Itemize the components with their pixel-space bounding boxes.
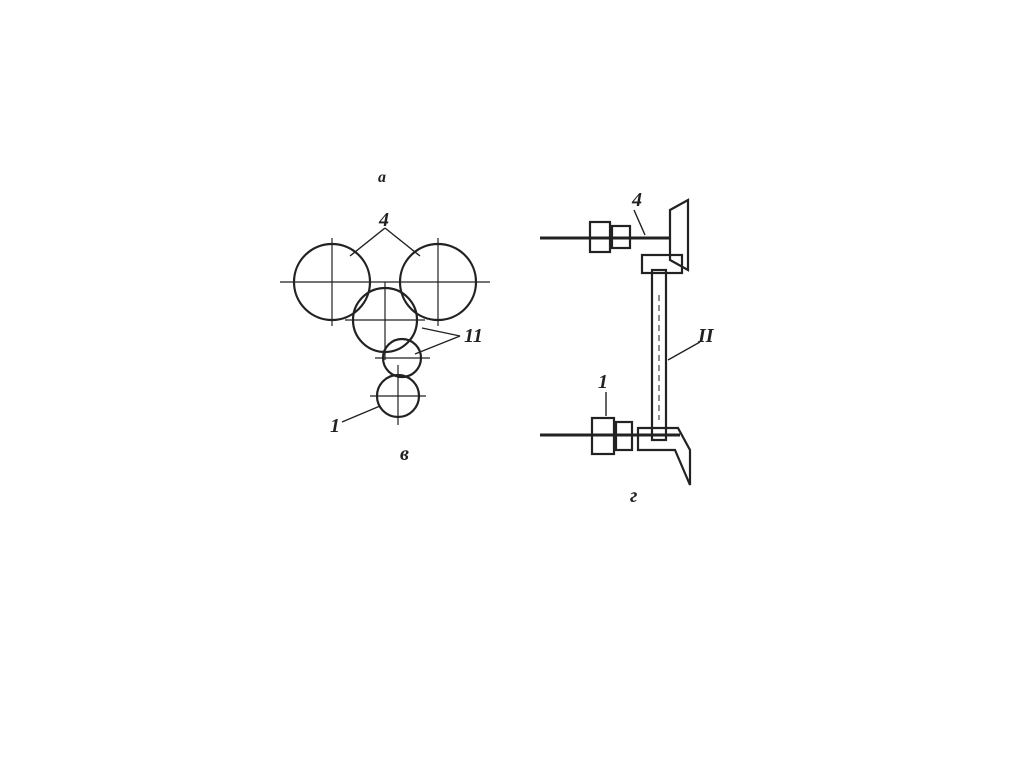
label-1-left: 1 <box>330 415 340 437</box>
camshaft-drive-figure <box>250 160 770 520</box>
label-1-right: 1 <box>598 371 608 393</box>
label-11-right: II <box>698 325 714 347</box>
bevel-gear-bottom <box>638 428 690 485</box>
label-11-left: 11 <box>464 325 483 347</box>
label-4-left: 4 <box>379 209 389 231</box>
panel-a-mark: а <box>378 169 386 186</box>
panel-v-label: в <box>400 443 409 465</box>
panel-g-label: г <box>630 485 638 507</box>
panel-v-gear-train <box>280 228 490 425</box>
bevel-gear-top <box>670 200 688 270</box>
drive-diagram <box>250 160 770 520</box>
label-4-right: 4 <box>632 189 642 211</box>
panel-g-shaft-system <box>540 200 700 485</box>
